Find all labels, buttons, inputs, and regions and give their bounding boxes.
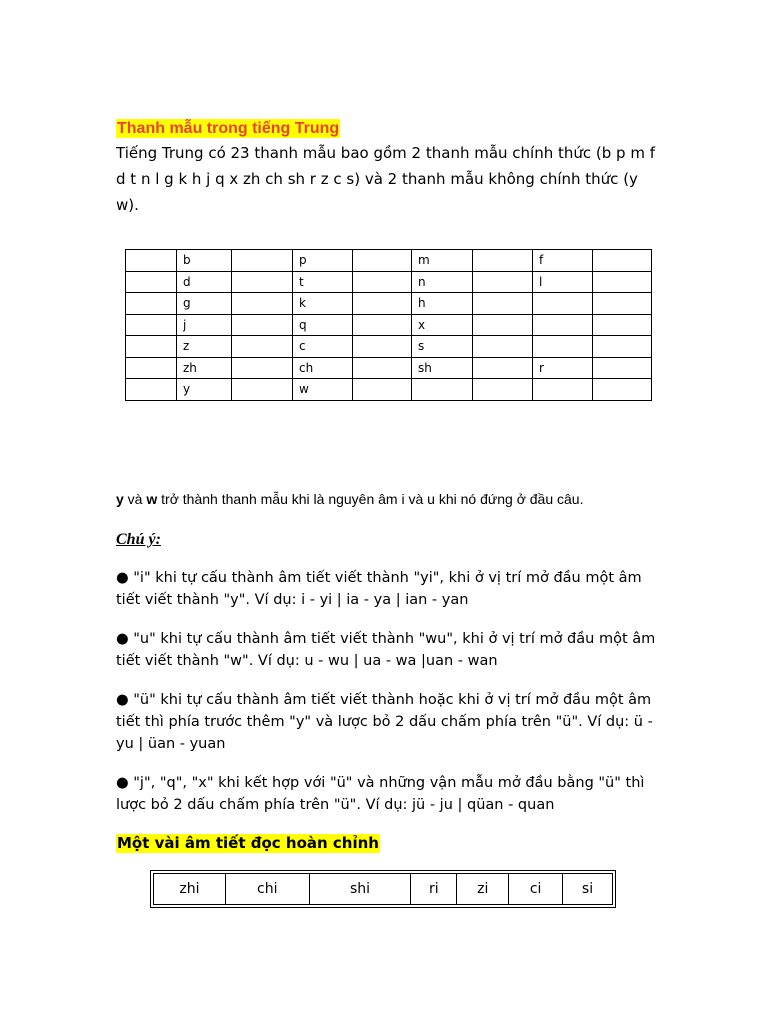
table-cell xyxy=(232,336,293,358)
table-cell xyxy=(126,293,177,315)
table-cell: g xyxy=(177,293,232,315)
table-cell xyxy=(473,336,533,358)
table-cell: n xyxy=(412,271,473,293)
initials-table xyxy=(125,249,652,401)
table-cell xyxy=(353,314,412,336)
table-row xyxy=(126,271,652,293)
table-cell xyxy=(593,336,652,358)
table-cell: f xyxy=(533,250,593,272)
table-cell: h xyxy=(412,293,473,315)
table-cell: d xyxy=(177,271,232,293)
note-i: ● "i" khi tự cấu thành âm tiết viết thành "yi", khi ở vị trí mở đầu một âm tiết viết thành "y". Ví dụ: i - yi | ia - ya | ian - yan xyxy=(116,570,642,608)
table-cell xyxy=(232,271,293,293)
table-cell xyxy=(126,336,177,358)
note-u-umlaut: ● "ü" khi tự cấu thành âm tiết viết thành hoặc khi ở vị trí mở đầu một âm tiết thì phía trước thêm "y" và lược bỏ 2 dấu chấm phía trên "ü". Ví dụ: ü - yu | üan - yuan xyxy=(116,692,653,752)
table-cell: sh xyxy=(412,357,473,379)
syllables-table xyxy=(153,873,613,905)
table-cell xyxy=(593,271,652,293)
syllable-cell: zi xyxy=(457,874,509,905)
table-row xyxy=(126,357,652,379)
table-cell xyxy=(232,314,293,336)
table-cell: q xyxy=(293,314,353,336)
table-cell xyxy=(593,357,652,379)
table-cell: r xyxy=(533,357,593,379)
table-cell xyxy=(126,357,177,379)
table-cell xyxy=(126,379,177,401)
table-cell xyxy=(593,314,652,336)
table-cell: c xyxy=(293,336,353,358)
table-cell xyxy=(533,293,593,315)
table-cell xyxy=(353,357,412,379)
syllable-cell: zhi xyxy=(154,874,226,905)
intro-paragraph: Tiếng Trung có 23 thanh mẫu bao gồm 2 thanh mẫu chính thức (b p m f d t n l g k h j q x zh ch sh r z c s) và 2 thanh mẫu không chính thức (y w). xyxy=(116,144,656,214)
table-cell: ch xyxy=(293,357,353,379)
syllables-table-frame xyxy=(150,870,616,908)
table-row xyxy=(126,379,652,401)
table-cell xyxy=(126,314,177,336)
table-cell xyxy=(473,357,533,379)
table-row xyxy=(126,314,652,336)
table-cell xyxy=(353,293,412,315)
table-cell xyxy=(473,271,533,293)
table-cell: z xyxy=(177,336,232,358)
table-cell xyxy=(232,379,293,401)
yw-rest: trở thành thanh mẫu khi là nguyên âm i và u khi nó đứng ở đầu câu. xyxy=(157,491,584,507)
table-cell: b xyxy=(177,250,232,272)
table-cell: l xyxy=(533,271,593,293)
yw-y: y xyxy=(116,491,124,507)
table-cell xyxy=(353,271,412,293)
table-cell xyxy=(353,379,412,401)
table-cell xyxy=(232,293,293,315)
table-cell: s xyxy=(412,336,473,358)
table-cell xyxy=(473,250,533,272)
table-cell: m xyxy=(412,250,473,272)
table-cell xyxy=(593,250,652,272)
syllable-cell: chi xyxy=(225,874,309,905)
table-cell: zh xyxy=(177,357,232,379)
yw-and: và xyxy=(123,491,147,507)
yw-sentence xyxy=(116,491,583,507)
note-jqx: ● "j", "q", "x" khi kết hợp với "ü" và những vận mẫu mở đầu bằng "ü" thì lược bỏ 2 dấu chấm phía trên "ü". Ví dụ: jü - ju | qüan - quan xyxy=(116,775,645,813)
document-title: Thanh mẫu trong tiếng Trung xyxy=(117,120,340,137)
note-heading: Chú ý: xyxy=(116,531,161,548)
table-cell: j xyxy=(177,314,232,336)
table-cell: x xyxy=(412,314,473,336)
yw-w: w xyxy=(146,491,158,507)
syllable-cell: ri xyxy=(411,874,457,905)
table-cell xyxy=(593,379,652,401)
table-cell: t xyxy=(293,271,353,293)
syllable-cell: si xyxy=(563,874,613,905)
table-cell xyxy=(232,357,293,379)
table-cell xyxy=(232,250,293,272)
table-cell: y xyxy=(177,379,232,401)
table-cell xyxy=(533,336,593,358)
table-cell xyxy=(533,379,593,401)
table-row xyxy=(126,336,652,358)
table-cell xyxy=(353,250,412,272)
table-cell xyxy=(473,379,533,401)
table-cell xyxy=(473,314,533,336)
table-row xyxy=(126,293,652,315)
table-cell: w xyxy=(293,379,353,401)
table-cell xyxy=(353,336,412,358)
table-cell xyxy=(533,314,593,336)
table-cell: k xyxy=(293,293,353,315)
note-u: ● "u" khi tự cấu thành âm tiết viết thành "wu", khi ở vị trí mở đầu một âm tiết viết thành "w". Ví dụ: u - wu | ua - wa |uan - wan xyxy=(116,631,656,669)
table-cell xyxy=(126,250,177,272)
table-cell xyxy=(473,293,533,315)
table-cell: p xyxy=(293,250,353,272)
table-cell xyxy=(593,293,652,315)
syllable-cell: ci xyxy=(509,874,563,905)
syllables-heading: Một vài âm tiết đọc hoàn chỉnh xyxy=(117,834,379,852)
table-row xyxy=(126,250,652,272)
syllable-cell: shi xyxy=(309,874,411,905)
table-cell xyxy=(126,271,177,293)
table-cell xyxy=(412,379,473,401)
